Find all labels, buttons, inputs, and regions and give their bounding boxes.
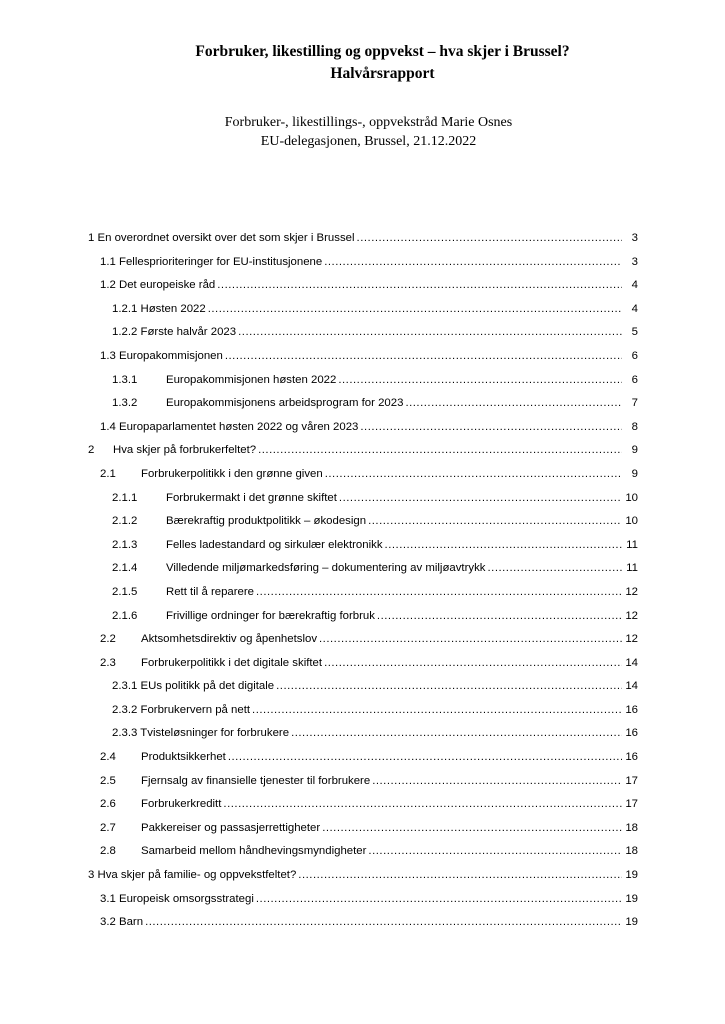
- toc-entry-title: 1.3 Europakommisjonen: [100, 349, 223, 362]
- toc-entry-number: 2.8: [100, 845, 116, 858]
- toc-entry-title: Frivillige ordninger for bærekraftig forbruk: [166, 609, 375, 622]
- toc-entry[interactable]: [88, 439, 638, 463]
- toc-leader: [228, 746, 622, 770]
- toc-page-number: 9: [631, 467, 638, 480]
- toc-entry[interactable]: [88, 534, 638, 558]
- toc-leader: [298, 864, 622, 888]
- toc-page-number: 14: [625, 680, 638, 693]
- toc-page-number: 5: [631, 326, 638, 339]
- toc-page-number: 16: [625, 703, 638, 716]
- toc-entry[interactable]: [88, 298, 638, 322]
- toc-entry[interactable]: [88, 251, 638, 275]
- toc-entry[interactable]: [88, 746, 638, 770]
- toc-entry-title: Bærekraftig produktpolitikk – økodesign: [166, 515, 367, 528]
- toc-leader: [372, 770, 622, 794]
- toc-leader: [377, 605, 622, 629]
- document-subtitle: Halvårsrapport: [330, 65, 435, 82]
- toc-entry-title: 2.3.3 Tvisteløsninger for forbrukere: [112, 727, 290, 740]
- toc-page-number: 19: [625, 892, 638, 905]
- toc-page-number: 16: [625, 751, 638, 764]
- toc-entry-title: 1.1 Fellesprioriteringer for EU-institusjonene: [100, 255, 323, 268]
- toc-entry-title: Aktsomhetsdirektiv og åpenhetslov: [141, 633, 318, 646]
- toc-entry-title: 3.2 Barn: [100, 916, 144, 929]
- toc-entry-title: 1.2.1 Høsten 2022: [112, 302, 206, 315]
- toc-leader: [368, 840, 622, 864]
- toc-entry-number: 2: [88, 444, 95, 457]
- toc-entry[interactable]: [88, 652, 638, 676]
- toc-leader: [256, 581, 622, 605]
- toc-leader: [276, 675, 622, 699]
- toc-leader: [225, 345, 622, 369]
- toc-leader: [357, 227, 622, 251]
- toc-entry[interactable]: [88, 699, 638, 723]
- toc-entry-title: Forbrukerpolitikk i den grønne given: [141, 467, 323, 480]
- toc-entry-number: 2.1: [100, 467, 116, 480]
- toc-entry-number: 2.5: [100, 774, 116, 787]
- toc-entry[interactable]: [88, 793, 638, 817]
- toc-entry-number: 2.6: [100, 798, 116, 811]
- toc-leader: [319, 628, 622, 652]
- toc-entry[interactable]: [88, 487, 638, 511]
- toc-entry-title: 1.4 Europaparlamentet høsten 2022 og våren 2023: [100, 420, 359, 433]
- toc-entry-title: Pakkereiser og passasjerrettigheter: [141, 821, 321, 834]
- toc-page-number: 9: [631, 444, 638, 457]
- toc-page-number: 17: [625, 798, 638, 811]
- toc-leader: [360, 416, 622, 440]
- toc-entry-title: 3.1 Europeisk omsorgsstrategi: [100, 892, 254, 905]
- toc-leader: [324, 652, 622, 676]
- toc-entry-number: 2.1.6: [112, 609, 138, 622]
- toc-leader: [258, 439, 622, 463]
- toc-entry-title: Samarbeid mellom håndhevingsmyndigheter: [141, 845, 367, 858]
- toc-entry-title: 2.3.1 EUs politikk på det digitale: [112, 680, 275, 693]
- toc-entry-number: 2.1.2: [112, 515, 138, 528]
- toc-page-number: 3: [631, 255, 638, 268]
- toc-entry-number: 2.1.5: [112, 585, 138, 598]
- toc-entry[interactable]: [88, 227, 638, 251]
- toc-entry[interactable]: [88, 369, 638, 393]
- toc-leader: [385, 534, 622, 558]
- toc-entry[interactable]: [88, 817, 638, 841]
- toc-entry-title: Felles ladestandard og sirkulær elektronikk: [166, 538, 383, 551]
- document-header: [0, 41, 725, 85]
- toc-page-number: 4: [631, 279, 638, 292]
- toc-page-number: 10: [625, 491, 638, 504]
- toc-page-number: 6: [631, 373, 638, 386]
- toc-page-number: 8: [631, 420, 638, 433]
- toc-entry[interactable]: [88, 628, 638, 652]
- toc-page-number: 3: [631, 232, 638, 244]
- toc-entry[interactable]: [88, 675, 638, 699]
- toc-entry-number: 2.7: [100, 821, 116, 834]
- toc-entry-title: 1 En overordnet oversikt over det som skjer i Brussel: [88, 232, 355, 244]
- toc-entry-number: 1.3.2: [112, 397, 138, 410]
- toc-entry-number: 1.3.1: [112, 373, 138, 386]
- toc-page-number: 6: [631, 349, 638, 362]
- toc-leader: [324, 251, 622, 275]
- toc-leader: [256, 888, 622, 912]
- toc-entry[interactable]: [88, 463, 638, 487]
- toc-entry-title: Produktsikkerhet: [141, 751, 226, 764]
- toc-leader: [238, 321, 622, 345]
- toc-entry-number: 2.1.1: [112, 491, 138, 504]
- toc-page-number: 11: [626, 538, 638, 551]
- toc-entry[interactable]: [88, 888, 638, 912]
- toc-entry-number: 2.3: [100, 656, 116, 669]
- toc-page-number: 12: [625, 609, 638, 622]
- toc-entry-title: 2.3.2 Forbrukervern på nett: [112, 703, 251, 716]
- toc-leader: [145, 911, 622, 935]
- toc-leader: [368, 510, 622, 534]
- toc-page-number: 11: [626, 562, 638, 575]
- author-block: [0, 113, 725, 151]
- toc-page-number: 12: [625, 585, 638, 598]
- toc-entry[interactable]: [88, 605, 638, 629]
- toc-leader: [217, 274, 622, 298]
- toc-page-number: 12: [625, 633, 638, 646]
- toc-entry-number: 2.4: [100, 751, 116, 764]
- toc-entry[interactable]: [88, 581, 638, 605]
- toc-entry-title: Hva skjer på forbrukerfeltet?: [113, 444, 257, 457]
- toc-entry[interactable]: [88, 911, 638, 935]
- toc-entry[interactable]: [88, 770, 638, 794]
- toc-entry[interactable]: [88, 864, 638, 888]
- toc-entry-title: Forbrukerkreditt: [141, 798, 222, 811]
- toc-entry[interactable]: [88, 321, 638, 345]
- toc-page-number: 4: [631, 302, 638, 315]
- toc-entry[interactable]: [88, 840, 638, 864]
- toc-leader: [487, 557, 622, 581]
- toc-leader: [208, 298, 622, 322]
- toc-entry-title: Europakommisjonen høsten 2022: [166, 373, 337, 386]
- toc-entry[interactable]: [88, 274, 638, 298]
- toc-leader: [223, 793, 622, 817]
- toc-entry[interactable]: [88, 416, 638, 440]
- toc-page-number: 19: [625, 916, 638, 929]
- toc-entry-title: Forbrukermakt i det grønne skiftet: [166, 491, 337, 504]
- toc-page-number: 14: [625, 656, 638, 669]
- toc-entry-title: Forbrukerpolitikk i det digitale skiftet: [141, 656, 323, 669]
- toc-entry[interactable]: [88, 510, 638, 534]
- toc-leader: [405, 392, 622, 416]
- toc-entry[interactable]: [88, 722, 638, 746]
- table-of-contents: [88, 227, 638, 935]
- toc-leader: [322, 817, 622, 841]
- toc-leader: [325, 463, 622, 487]
- toc-entry-title: 1.2.2 Første halvår 2023: [112, 326, 237, 339]
- toc-page-number: 18: [625, 845, 638, 858]
- toc-entry-title: 1.2 Det europeiske råd: [100, 279, 216, 292]
- toc-entry-number: 2.2: [100, 633, 116, 646]
- document-title: Forbruker, likestilling og oppvekst – hva skjer i Brussel?: [195, 43, 570, 60]
- toc-leader: [252, 699, 622, 723]
- toc-page-number: 10: [625, 515, 638, 528]
- toc-entry[interactable]: [88, 392, 638, 416]
- toc-page-number: 16: [625, 727, 638, 740]
- toc-entry-number: 2.1.3: [112, 538, 138, 551]
- location-date-line: EU-delegasjonen, Brussel, 21.12.2022: [260, 134, 477, 149]
- toc-page-number: 18: [625, 821, 638, 834]
- toc-entry-title: Fjernsalg av finansielle tjenester til forbrukere: [141, 774, 371, 787]
- author-line: Forbruker-, likestillings-, oppvekstråd Marie Osnes: [224, 115, 513, 130]
- toc-leader: [291, 722, 622, 746]
- toc-entry[interactable]: [88, 345, 638, 369]
- toc-entry[interactable]: [88, 557, 638, 581]
- toc-page-number: 7: [631, 397, 638, 410]
- toc-entry-title: 3 Hva skjer på familie- og oppvekstfeltet?: [88, 869, 297, 882]
- toc-entry-title: Europakommisjonens arbeidsprogram for 2023: [166, 397, 404, 410]
- toc-page-number: 19: [625, 869, 638, 882]
- toc-entry-title: Villedende miljømarkedsføring – dokumentering av miljøavtrykk: [166, 562, 486, 575]
- toc-leader: [338, 369, 622, 393]
- toc-leader: [339, 487, 622, 511]
- toc-entry-number: 2.1.4: [112, 562, 138, 575]
- toc-entry-title: Rett til å reparere: [166, 585, 254, 598]
- toc-page-number: 17: [625, 774, 638, 787]
